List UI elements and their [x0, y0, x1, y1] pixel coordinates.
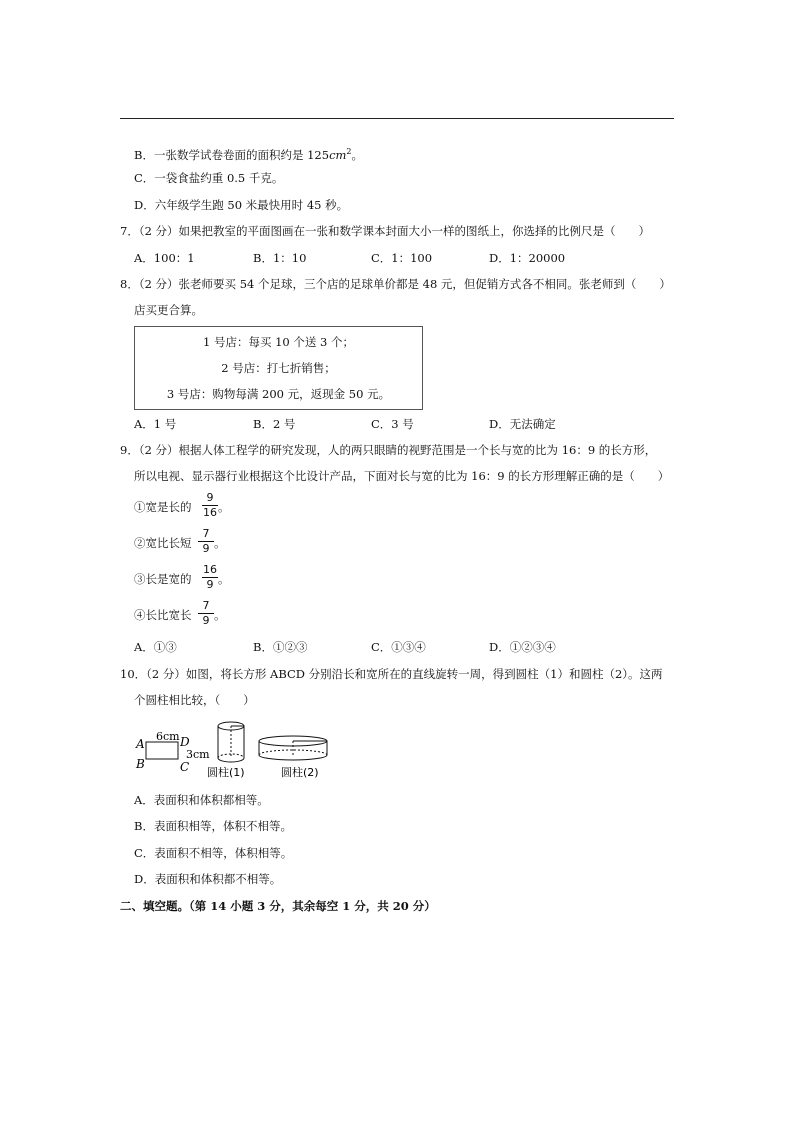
q7-option-d: D．1：20000 — [489, 251, 566, 265]
label-width: 3cm — [186, 748, 210, 761]
cylinder-2-label: 圆柱(2) — [281, 766, 319, 779]
q8-option-d: D．无法确定 — [489, 417, 556, 431]
q8-option-a: A．1 号 — [134, 417, 177, 431]
q10-stem-line1: 10．（2 分）如图，将长方形 ABCD 分别沿长和宽所在的直线旋转一周，得到圆柱（1）和圆柱（2）。这两 — [120, 667, 663, 681]
label-c: C — [180, 760, 190, 774]
q8-option-c: C．3 号 — [371, 417, 414, 431]
q9-item-1-fraction: 9 16 — [203, 491, 217, 519]
section-2-title: 二、填空题。（第 14 小题 3 分，其余每空 1 分，共 20 分） — [120, 899, 436, 913]
q9-item-2-fraction: 7 9 — [198, 528, 214, 555]
q6-option-d: D．六年级学生跑 50 米最快用时 45 秒。 — [134, 198, 349, 212]
q9-stem-line1: 9．（2 分）根据人体工程学的研究发现，人的两只眼睛的视野范围是一个长与宽的比为 16：9 的长方形， — [120, 443, 657, 457]
q9-option-c: C．①③④ — [371, 640, 426, 654]
cylinder-1-label: 圆柱(1) — [207, 766, 245, 779]
q9-item-2-label: ②宽比长短 — [134, 536, 192, 550]
q9-item-3-end: 。 — [218, 572, 230, 586]
q9-item-4-label: ④长比宽长 — [134, 608, 192, 622]
q8-stem-line1: 8．（2 分）张老师要买 54 个足球，三个店的足球单价都是 48 元，但促销方式各不相同。张老师到（ ） — [120, 277, 671, 291]
q10-option-a: A．表面积和体积都相等。 — [134, 793, 269, 807]
q9-item-2-end: 。 — [214, 536, 226, 550]
q10-option-d: D．表面积和体积都不相等。 — [134, 872, 282, 886]
q8-box-line2: 2 号店：打七折销售； — [221, 361, 336, 375]
q8-stem-line2: 店买更合算。 — [134, 303, 203, 317]
label-a: A — [136, 737, 145, 751]
q9-item-4-end: 。 — [214, 608, 226, 622]
q9-option-d: D．①②③④ — [489, 640, 556, 654]
q7-option-a: A．100：1 — [134, 251, 195, 265]
q7-stem: 7．（2 分）如果把教室的平面图画在一张和数学课本封面大小一样的图纸上，你选择的比例尺是（ ） — [120, 224, 651, 238]
q9-item-3-fraction: 16 9 — [203, 563, 217, 591]
q10-option-c: C．表面积不相等，体积相等。 — [134, 846, 293, 860]
q9-item-1-label: ①宽是长的 — [134, 500, 192, 514]
q6-option-c: C．一袋食盐约重 0.5 千克。 — [134, 171, 284, 185]
q6-option-b: B．一张数学试卷卷面的面积约是 $125cm^2$。 — [134, 147, 364, 162]
q9-item-1-end: 。 — [218, 500, 230, 514]
q8-option-b: B．2 号 — [253, 417, 296, 431]
q10-stem-line2: 个圆柱相比较，（ ） — [134, 693, 255, 707]
q8-box-line3: 3 号店：购物每满 200 元，返现金 50 元。 — [166, 387, 391, 401]
q10-figure — [134, 716, 344, 785]
rectangle-abcd — [146, 742, 178, 759]
q8-promo-box — [134, 326, 423, 410]
q9-item-4-fraction: 7 9 — [198, 600, 214, 627]
header-rule — [120, 118, 674, 119]
q9-option-b: B．①②③ — [253, 640, 308, 654]
cylinder-2 — [259, 736, 327, 760]
label-d: D — [180, 735, 190, 749]
q10-option-b: B．表面积相等，体积不相等。 — [134, 819, 292, 833]
q9-stem-line2: 所以电视、显示器行业根据这个比设计产品，下面对长与宽的比为 16：9 的长方形理解正确的是（ ） — [134, 469, 670, 483]
q9-item-3-label: ③长是宽的 — [134, 572, 192, 586]
cylinder-1 — [218, 722, 244, 762]
q8-box-line1: 1 号店：每买 10 个送 3 个； — [202, 335, 355, 349]
q9-option-a: A．①③ — [134, 640, 177, 654]
q7-option-b: B．1：10 — [253, 251, 307, 265]
q7-option-c: C．1：100 — [371, 251, 433, 265]
label-length: 6cm — [156, 730, 180, 743]
label-b: B — [136, 757, 145, 771]
